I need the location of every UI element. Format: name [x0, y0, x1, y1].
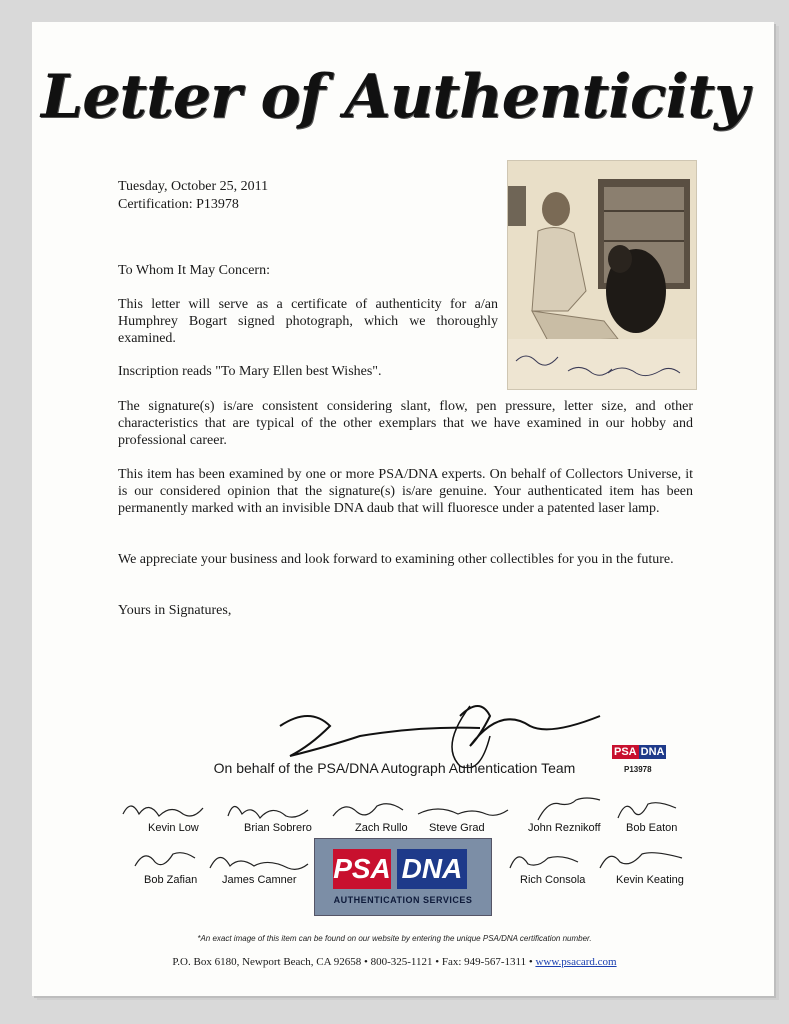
- signer-name: Bob Eaton: [626, 822, 678, 834]
- footer-note: *An exact image of this item can be found on our website by entering the unique PSA/DNA certification number.: [197, 934, 592, 943]
- footer-address: [0, 956, 789, 968]
- paragraph-inscription: Inscription reads "To Mary Ellen best Wishes".: [118, 364, 382, 379]
- signer-name: Kevin Keating: [616, 874, 684, 886]
- letter-title: Letter of Authenticity: [41, 62, 748, 132]
- authentication-hologram-seal: [314, 838, 492, 916]
- photograph-image: [508, 161, 696, 389]
- certification-number: Certification: P13978: [118, 197, 239, 212]
- paragraph-1: This letter will serve as a certificate of authenticity for a/an Humphrey Bogart signed photograph, which we thoroughly examined.: [118, 297, 498, 346]
- letter-meta: [118, 178, 268, 214]
- paragraph-examination: This item has been examined by one or more PSA/DNA experts. On behalf of Collectors Universe, it is our considered opinion that the signature(s) is/are genuine. Your authenticated item has been permanently marked with an invisible DNA daub that will fluoresce under a patented laser lamp.: [118, 467, 693, 516]
- letter-date: Tuesday, October 25, 2011: [118, 179, 269, 194]
- psa-logo-text: PSA: [614, 746, 637, 758]
- signer-name: Zach Rullo: [355, 822, 408, 834]
- seal-caption: AUTHENTICATION SERVICES: [333, 895, 473, 905]
- seal-dna-text: DNA: [397, 849, 467, 889]
- closing: Yours in Signatures,: [118, 603, 232, 618]
- signer-name: John Reznikoff: [528, 822, 601, 834]
- row1-signatures: [118, 796, 698, 824]
- website-link[interactable]: www.psacard.com: [535, 956, 617, 968]
- team-signature: [270, 696, 620, 768]
- seal-psa-text: PSA: [333, 849, 391, 889]
- signer-name: Rich Consola: [520, 874, 586, 886]
- logo-cert-number: P13978: [624, 765, 652, 774]
- signer-name: Bob Zafian: [144, 874, 198, 886]
- signer-name: Kevin Low: [148, 822, 199, 834]
- signer-name: Brian Sobrero: [244, 822, 312, 834]
- salutation: To Whom It May Concern:: [118, 263, 270, 278]
- psa-dna-logo: [612, 745, 670, 759]
- signer-name: Steve Grad: [429, 822, 485, 834]
- paragraph-appreciation: We appreciate your business and look forward to examining other collectibles for you in the future.: [118, 552, 674, 567]
- dna-logo-text: DNA: [640, 746, 665, 758]
- signed-photograph: [507, 160, 697, 390]
- signer-name: James Camner: [222, 874, 297, 886]
- footer-address-text: P.O. Box 6180, Newport Beach, CA 92658 • 800-325-1121 • Fax: 949-567-1311 •: [172, 956, 533, 968]
- team-label: On behalf of the PSA/DNA Autograph Authentication Team: [213, 760, 576, 776]
- paragraph-signature-analysis: The signature(s) is/are consistent considering slant, flow, pen pressure, letter size, and other characteristics that are typical of the other exemplars that we have examined in our hobby and professional career.: [118, 399, 693, 448]
